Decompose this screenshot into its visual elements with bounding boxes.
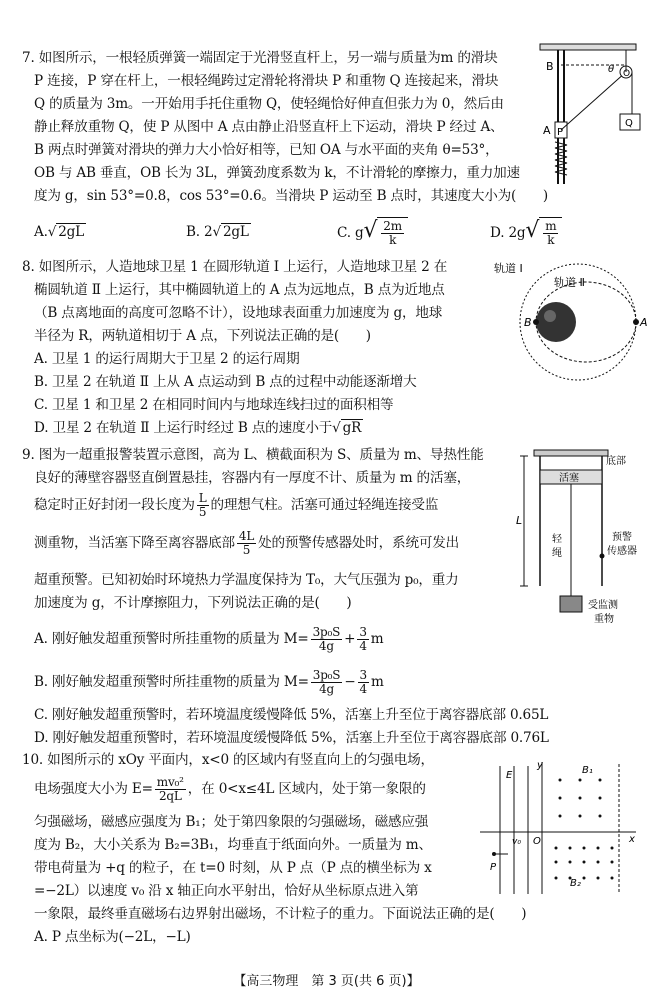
q8-fig-label-a: A <box>640 316 648 329</box>
q10-fig-label-b1: B₁ <box>582 765 593 776</box>
q7-line-1: 7. 如图所示，一根轻质弹簧一端固定于光滑竖直杆上，另一端与质量为m 的滑块 <box>22 50 498 66</box>
q7-fig-label-p: P <box>557 127 564 138</box>
q10-fig-label-v0: v₀ <box>512 837 521 847</box>
q9-fig-bottom: 底部 <box>606 456 626 467</box>
q10-line-3: 匀强磁场，磁感应强度为 B₁；处于第四象限的匀强磁场，磁感应强 <box>34 814 429 830</box>
q7-figure <box>540 44 640 184</box>
q10-fig-axis-y: y <box>537 760 543 771</box>
q9-line-3: 稳定时正好封闭一段长度为 $\frac{L}{5}$ 的理想气柱。活塞可通过轻绳连接受监 <box>34 491 439 519</box>
q7-line-2: P 连接，P 穿在杆上，一根轻绳跨过定滑轮将滑块 P 和重物 Q 连接起来，滑块 <box>34 73 499 89</box>
q9-fig-sensor-2: 传感器 <box>607 546 637 557</box>
q9-option-b: B. 刚好触发超重预警时所挂重物的质量为 M= $\frac{\text{3p₀S}}{4g}$ − $\frac{3}{4}$ m <box>34 668 384 696</box>
q9-option-d: D. 刚好触发超重预警时，若环境温度缓慢降低 5%，活塞上升至位于离容器底部 0.76L <box>34 730 549 746</box>
q9-fig-piston: 活塞 <box>559 473 579 484</box>
q8-figure <box>492 256 647 386</box>
q10-line-4: 度为 B₂，大小关系为 B₂=3B₁，均垂直于纸面向外。一质量为 m、 <box>34 837 432 853</box>
q10-fig-axis-x: x <box>629 834 635 845</box>
q7-fig-label-theta: θ <box>608 64 615 75</box>
q10-line-6: =−2L）以速度 v₀ 沿 x 轴正向水平射出，恰好从坐标原点进入第 <box>34 883 419 899</box>
q9-option-c: C. 刚好触发超重预警时，若环境温度缓慢降低 5%，活塞上升至位于离容器底部 0.65L <box>34 707 549 723</box>
q10-line-5: 带电荷量为 +q 的粒子，在 t=0 时刻，从 P 点（P 点的横坐标为 x <box>34 860 432 876</box>
q9-line-5: 超重预警。已知初始时环境热力学温度保持为 T₀，大气压强为 p₀，重力 <box>34 572 459 588</box>
q9-fig-sensor-1: 预警 <box>612 532 632 543</box>
q9-option-a: A. 刚好触发超重预警时所挂重物的质量为 M= $\frac{\text{3p₀S}}{4g}$ + $\frac{3}{4}$ m <box>34 625 384 653</box>
q10-fig-label-o: O <box>533 836 541 847</box>
q10-line-2: 电场强度大小为 E= $\frac{\text{mv₀²}}{2qL}$ ，在 0<x≤4L 区域内，处于第一象限的 <box>34 775 426 803</box>
q9-fig-weight-2: 重物 <box>594 614 614 625</box>
q8-line-3: （B 点离地面的高度可忽略不计），设地球表面重力加速度为 g，地球 <box>34 305 443 321</box>
q9-fig-weight-1: 受监测 <box>588 600 618 611</box>
q7-fig-label-b: B <box>546 60 554 73</box>
q9-line-4: 测重物，当活塞下降至离容器底部 $\frac{4L}{5}$ 处的预警传感器处时，系统可发出 <box>34 529 460 557</box>
q9-fig-rope-2: 绳 <box>552 548 562 559</box>
q8-option-a: A. 卫星 1 的运行周期大于卫星 2 的运行周期 <box>34 351 300 367</box>
q9-line-6: 加速度为 g，不计摩擦阻力，下列说法正确的是( ) <box>34 595 352 611</box>
q9-fig-rope-1: 轻 <box>552 534 562 545</box>
q9-figure <box>512 446 647 628</box>
q7-option-c: C. g√ $\frac{2m}{k}$ <box>337 216 408 248</box>
q8-fig-orbit-1: 轨道 Ⅰ <box>494 262 523 275</box>
q7-fig-label-a: A <box>543 124 551 137</box>
q9-line-2: 良好的薄壁容器竖直倒置悬挂，容器内有一厚度不计、质量为 m 的活塞， <box>34 470 471 486</box>
q10-figure <box>476 758 641 898</box>
q7-line-7: 度为 g，sin 53°=0.8，cos 53°=0.6。当滑块 P 运动至 B 点时，其速度大小为( ) <box>34 188 549 204</box>
page-footer: 【高三物理 第 3 页(共 6 页)】 <box>233 974 420 989</box>
q7-line-6: OB 与 AB 垂直，OB 长为 3L，弹簧劲度系数为 k，不计滑轮的摩擦力，重力加速 <box>34 165 520 181</box>
q8-line-1: 8. 如图所示，人造地球卫星 1 在圆形轨道 Ⅰ 上运行，人造地球卫星 2 在 <box>22 259 448 275</box>
q10-fig-label-p: P <box>490 862 497 873</box>
q8-line-4: 半径为 R，两轨道相切于 A 点，下列说法正确的是( ) <box>34 328 371 344</box>
q10-line-1: 10. 如图所示的 xOy 平面内，x<0 的区域内有竖直向上的匀强电场， <box>22 752 434 768</box>
q8-line-2: 椭圆轨道 Ⅱ 上运行，其中椭圆轨道上的 A 点为远地点，B 点为近地点 <box>34 282 445 298</box>
q7-option-d: D. 2g√ $\frac{m}{k}$ <box>490 216 562 248</box>
q7-line-4: 静止释放重物 Q，使 P 从图中 A 点由静止沿竖直杆上下运动，滑块 P 经过 A、 <box>34 119 504 135</box>
q8-fig-orbit-2: 轨道 Ⅱ <box>554 276 585 289</box>
q9-fig-length: L <box>516 514 523 527</box>
q10-fig-label-b2: B₂ <box>570 878 581 889</box>
q7-option-a: A.√ 2gL <box>34 224 84 240</box>
q10-line-7: 一象限，最终垂直磁场右边界射出磁场，不计粒子的重力。下面说法正确的是( ) <box>34 906 527 922</box>
q8-option-d: D. 卫星 2 在轨道 Ⅱ 上运行时经过 B 点的速度小于√ gR <box>34 420 362 436</box>
q10-option-a: A. P 点坐标为(−2L，−L) <box>34 929 191 945</box>
q9-line-1: 9. 图为一超重报警装置示意图，高为 L、横截面积为 S、质量为 m、导热性能 <box>22 447 484 463</box>
q8-option-c: C. 卫星 1 和卫星 2 在相同时间内与地球连线扫过的面积相等 <box>34 397 394 413</box>
q8-option-b: B. 卫星 2 在轨道 Ⅱ 上从 A 点运动到 B 点的过程中动能逐渐增大 <box>34 374 417 390</box>
q8-fig-label-b: B <box>524 316 532 329</box>
q7-option-b: B. 2√ 2gL <box>186 224 249 240</box>
q7-fig-label-o: O <box>623 69 631 79</box>
q7-line-3: Q 的质量为 3m。一开始用手托住重物 Q，使轻绳恰好伸直但张力为 0，然后由 <box>34 96 504 112</box>
q7-fig-label-q: Q <box>625 118 633 129</box>
q7-line-5: B 两点时弹簧对滑块的弹力大小恰好相等，已知 OA 与水平面的夹角 θ=53°， <box>34 142 499 158</box>
q10-fig-label-e: E <box>506 770 513 781</box>
